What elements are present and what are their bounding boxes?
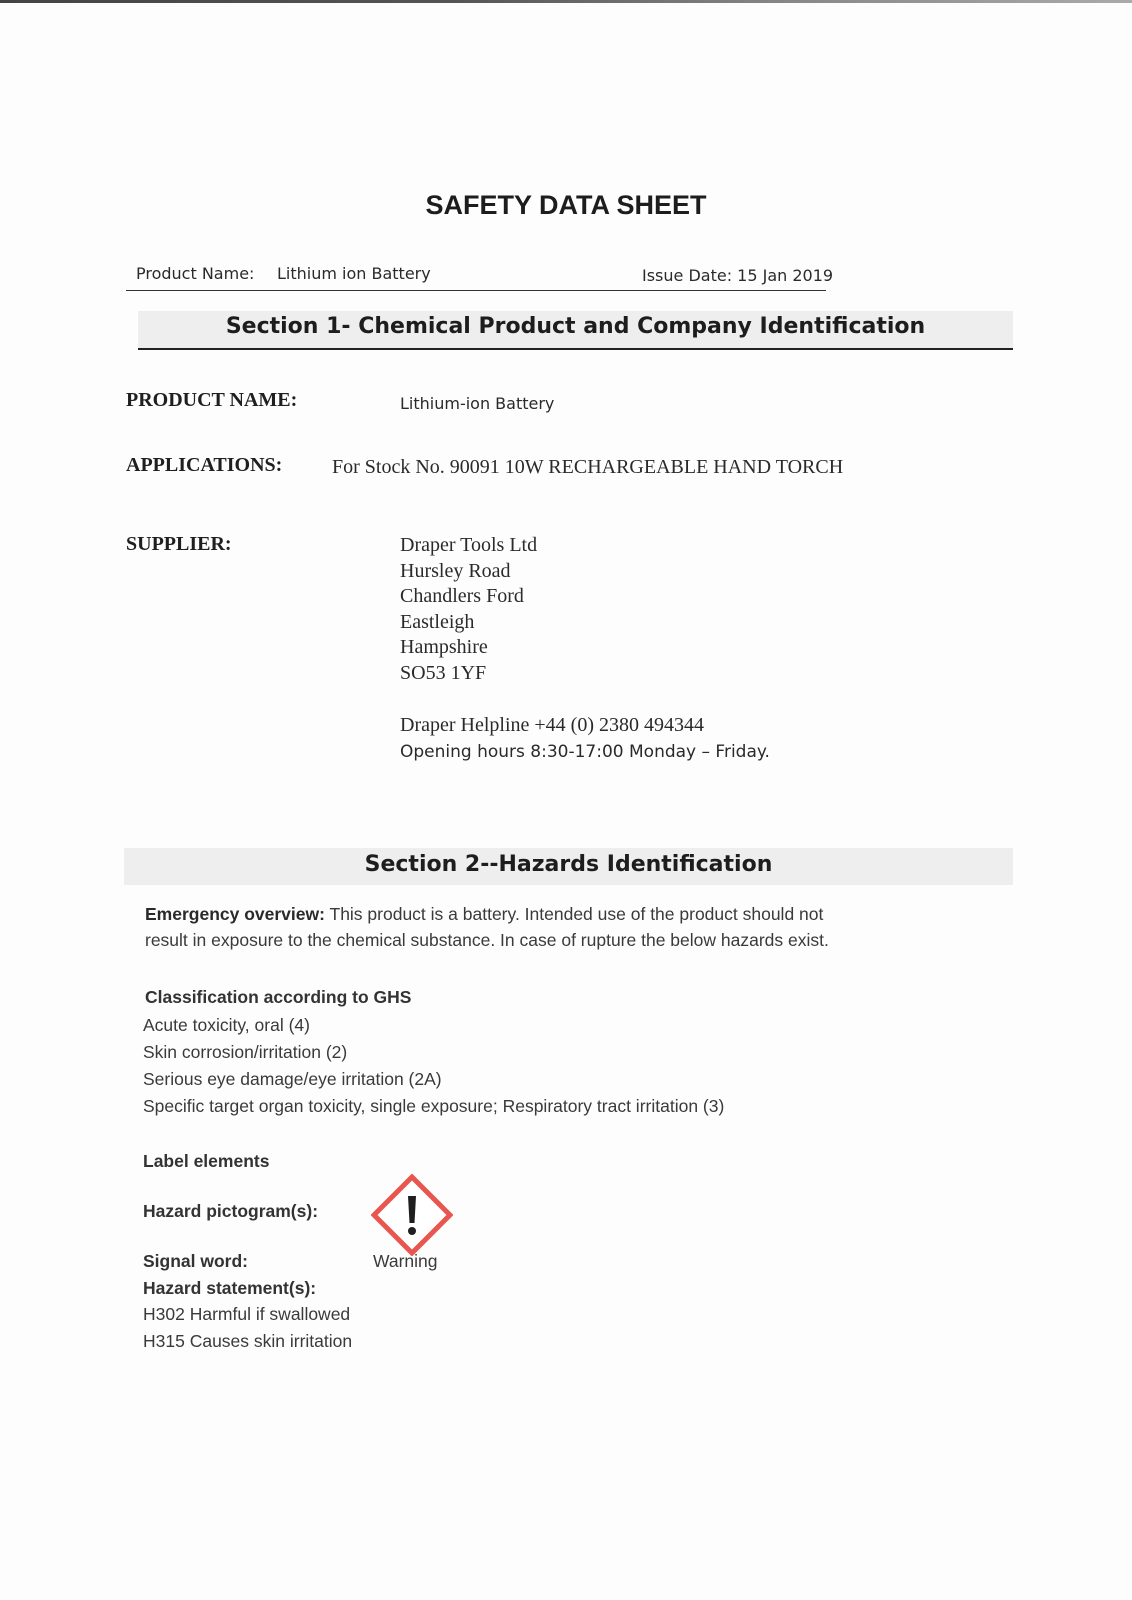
label-elements-heading: Label elements: [143, 1151, 270, 1171]
applications-value: [332, 456, 843, 479]
hazard-statement-item: H315 Causes skin irritation: [143, 1331, 353, 1351]
page-top-rule: [0, 0, 1132, 3]
document-title: SAFETY DATA SHEET: [425, 190, 707, 220]
supplier-address: [400, 533, 537, 686]
product-name-value: Lithium-ion Battery: [400, 394, 555, 413]
signal-word-value: Warning: [373, 1251, 438, 1271]
hazard-statements-label: Hazard statement(s):: [143, 1278, 317, 1298]
hazard-statements-list: [143, 1301, 352, 1355]
applications-value-text: For Stock No. 90091 10W RECHARGEABLE HAND TORCH: [332, 456, 844, 478]
supplier-address-line: Hampshire: [400, 636, 488, 658]
meta-issue-date: Issue Date: 15 Jan 2019: [642, 266, 834, 285]
meta-product-name-label: Product Name:: [136, 264, 255, 283]
classification-item: Specific target organ toxicity, single exposure; Respiratory tract irritation (3): [143, 1096, 725, 1116]
section1-rule: [138, 348, 1013, 350]
classification-heading: Classification according to GHS: [145, 987, 412, 1007]
signal-word-label: Signal word:: [143, 1251, 248, 1271]
product-name-label: PRODUCT NAME:: [126, 389, 298, 411]
pictogram-exclamation-dot: [408, 1227, 416, 1235]
hazard-statement-item: H302 Harmful if swallowed: [143, 1304, 351, 1324]
hazard-pictogram-label: Hazard pictogram(s):: [143, 1201, 319, 1221]
emergency-overview-line-1: [145, 904, 823, 925]
emergency-overview-text-2: result in exposure to the chemical substance. In case of rupture the below hazards exist.: [145, 930, 829, 950]
section1-title: Section 1- Chemical Product and Company Identification: [225, 314, 926, 339]
supplier-label: SUPPLIER:: [126, 533, 232, 555]
supplier-address-line: Chandlers Ford: [400, 585, 524, 607]
applications-label: APPLICATIONS:: [126, 454, 283, 476]
classification-list: [143, 1012, 724, 1120]
emergency-overview-label: Emergency overview:: [145, 904, 325, 924]
classification-item: Serious eye damage/eye irritation (2A): [143, 1069, 442, 1089]
section2-title: Section 2--Hazards Identification: [364, 852, 773, 877]
supplier-address-line: Eastleigh: [400, 610, 475, 633]
emergency-overview-text-1: This product is a battery. Intended use of the product should not: [329, 904, 824, 924]
exclamation-mark-diamond-icon: [371, 1174, 453, 1256]
supplier-helpline: Draper Helpline +44 (0) 2380 494344: [400, 714, 704, 736]
supplier-address-line: Draper Tools Ltd: [400, 534, 538, 556]
meta-product-name-value: Lithium ion Battery: [277, 264, 431, 283]
classification-item: Skin corrosion/irritation (2): [143, 1042, 348, 1062]
supplier-address-line: SO53 1YF: [400, 661, 487, 684]
supplier-address-line: Hursley Road: [400, 559, 511, 582]
meta-underline: [126, 290, 826, 291]
classification-item: Acute toxicity, oral (4): [143, 1015, 310, 1035]
supplier-opening-hours: Opening hours 8:30-17:00 Monday – Friday.: [400, 742, 770, 762]
